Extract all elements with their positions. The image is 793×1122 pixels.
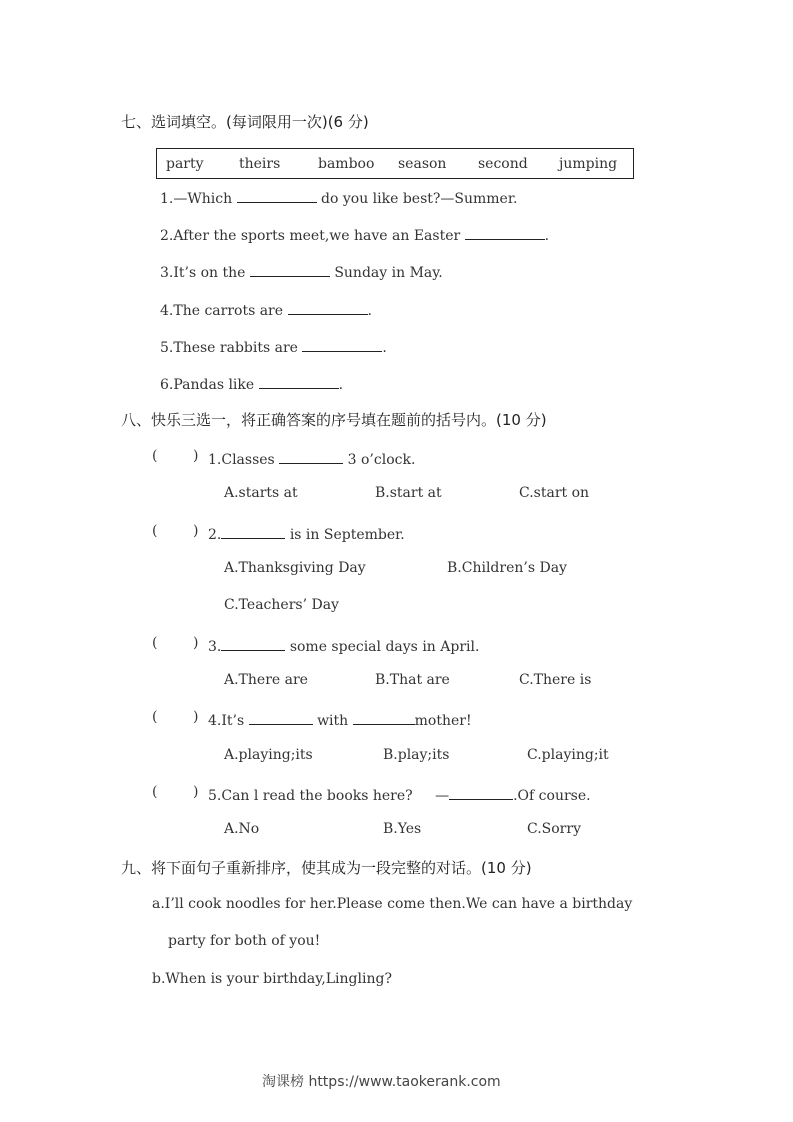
answer-paren-open: ( xyxy=(152,635,158,651)
word-bank-box xyxy=(156,148,634,179)
option-a: A.starts at xyxy=(224,485,298,501)
fill-item-4 xyxy=(160,299,372,319)
question-5 xyxy=(208,784,591,804)
question-1 xyxy=(208,448,415,468)
option-b: B.Yes xyxy=(383,821,422,837)
word-bank-item: party xyxy=(166,156,204,172)
answer-paren-open: ( xyxy=(152,523,158,539)
option-a: A.playing;its xyxy=(224,747,313,763)
section9-heading: 九、将下面句子重新排序，使其成为一段完整的对话。(10 分) xyxy=(121,859,532,877)
option-a: A.Thanksgiving Day xyxy=(224,560,366,576)
dialogue-line-a-cont: party for both of you! xyxy=(168,933,321,949)
question-text: some special days in April. xyxy=(289,639,480,655)
word-bank-item: season xyxy=(398,156,447,172)
fill-item-text: . xyxy=(338,377,344,393)
answer-paren-close: ) xyxy=(193,784,199,800)
fill-item-1 xyxy=(160,187,517,207)
word-bank-item: second xyxy=(478,156,528,172)
option-a: A.There are xyxy=(224,672,308,688)
answer-blank[interactable] xyxy=(221,635,285,651)
fill-item-text: 2.After the sports meet,we have an Easter xyxy=(160,228,461,244)
question-text: mother! xyxy=(414,713,472,729)
option-c: C.Teachers’ Day xyxy=(224,597,339,613)
answer-paren-close: ) xyxy=(193,635,199,651)
fill-item-text: do you like best?—Summer. xyxy=(321,191,518,207)
footer-watermark: 淘课榜 https://www.taokerank.com xyxy=(262,1074,501,1090)
question-text: .Of course. xyxy=(513,788,591,804)
fill-item-text: 4.The carrots are xyxy=(160,303,284,319)
section7-heading: 七、选词填空。(每词限用一次)(6 分) xyxy=(121,113,369,131)
option-c: C.Sorry xyxy=(527,821,581,837)
fill-item-5 xyxy=(160,336,387,356)
fill-item-text: 5.These rabbits are xyxy=(160,340,298,356)
question-2 xyxy=(208,523,405,543)
question-text: 1.Classes xyxy=(208,452,275,468)
fill-item-text: 3.It’s on the xyxy=(160,265,246,281)
answer-blank[interactable] xyxy=(353,709,415,725)
option-c: C.There is xyxy=(519,672,592,688)
question-text: 5.Can l read the books here? xyxy=(208,788,413,804)
answer-blank[interactable] xyxy=(250,261,330,277)
fill-item-text: . xyxy=(382,340,387,356)
answer-paren-open: ( xyxy=(152,784,158,800)
fill-item-6 xyxy=(160,373,343,393)
answer-blank[interactable] xyxy=(249,709,313,725)
question-4 xyxy=(208,709,472,729)
option-b: B.That are xyxy=(375,672,450,688)
question-text: 2. xyxy=(208,527,222,543)
question-text: 3. xyxy=(208,639,222,655)
question-3 xyxy=(208,635,479,655)
word-bank-item: bamboo xyxy=(318,156,375,172)
answer-blank[interactable] xyxy=(237,187,317,203)
fill-item-2 xyxy=(160,224,549,244)
dialogue-line-b: b.When is your birthday,Lingling? xyxy=(152,971,392,987)
fill-item-text: 6.Pandas like xyxy=(160,377,255,393)
answer-paren-close: ) xyxy=(193,523,199,539)
option-c: C.playing;it xyxy=(527,747,609,763)
answer-blank[interactable] xyxy=(279,448,343,464)
answer-blank[interactable] xyxy=(302,336,382,352)
fill-item-text: . xyxy=(544,228,550,244)
answer-blank[interactable] xyxy=(288,299,368,315)
option-b: B.start at xyxy=(375,485,442,501)
fill-item-text: . xyxy=(367,303,372,319)
section8-heading: 八、快乐三选一，将正确答案的序号填在题前的括号内。(10 分) xyxy=(121,411,547,429)
option-c: C.start on xyxy=(519,485,590,501)
fill-item-text: Sunday in May. xyxy=(334,265,443,281)
fill-item-text: 1.—Which xyxy=(160,191,233,207)
answer-blank[interactable] xyxy=(465,224,545,240)
answer-blank[interactable] xyxy=(221,523,285,539)
question-text: is in September. xyxy=(289,527,405,543)
question-text: 3 o’clock. xyxy=(347,452,416,468)
option-b: B.play;its xyxy=(383,747,450,763)
question-text: 4.It’s xyxy=(208,713,245,729)
answer-paren-close: ) xyxy=(193,448,199,464)
question-text: — xyxy=(435,788,450,804)
option-a: A.No xyxy=(224,821,260,837)
answer-blank[interactable] xyxy=(449,784,513,800)
option-b: B.Children’s Day xyxy=(447,560,567,576)
question-text: with xyxy=(317,713,349,729)
answer-paren-open: ( xyxy=(152,448,158,464)
fill-item-3 xyxy=(160,261,443,281)
dialogue-line-a: a.I’ll cook noodles for her.Please come then.We can have a birthday xyxy=(152,896,633,912)
answer-paren-close: ) xyxy=(193,709,199,725)
answer-blank[interactable] xyxy=(259,373,339,389)
answer-paren-open: ( xyxy=(152,709,158,725)
word-bank-item: jumping xyxy=(559,156,618,172)
word-bank-item: theirs xyxy=(239,156,281,172)
